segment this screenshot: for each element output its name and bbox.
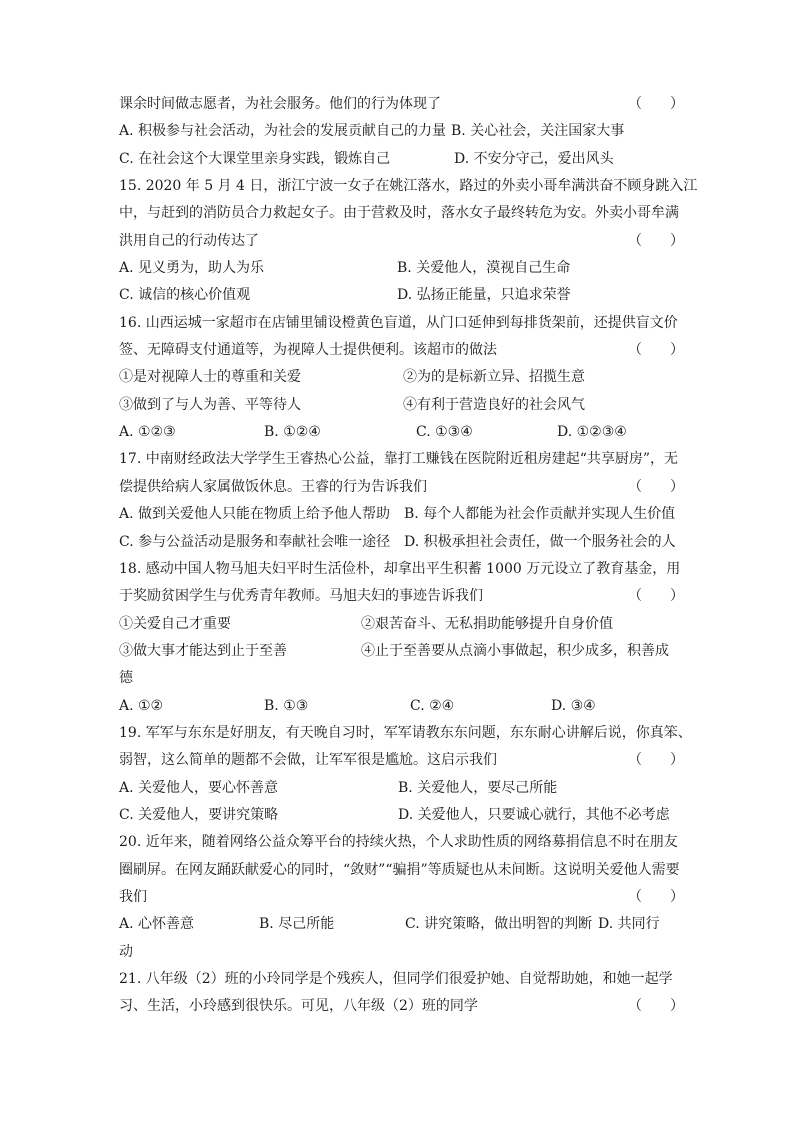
option-text: C. ①③④ bbox=[416, 424, 473, 441]
option-text: B. 尽己所能 bbox=[259, 916, 335, 933]
answer-bracket: （ ） bbox=[628, 232, 684, 249]
line-text: 洪用自己的行动传达了 bbox=[119, 232, 259, 249]
line-text: 中，与赶到的消防员合力救起女子。由于营救及时，落水女子最终转危为安。外卖小哥牟满 bbox=[119, 205, 679, 222]
line-text: 课余时间做志愿者，为社会服务。他们的行为体现了 bbox=[119, 96, 441, 112]
line-text: C. 关爱他人，要讲究策略 bbox=[119, 806, 279, 823]
exam-page bbox=[119, 91, 698, 1021]
answer-bracket: （ ） bbox=[628, 752, 684, 769]
line-text: A. 关爱他人，要心怀善意 bbox=[119, 779, 279, 796]
line-text: 于奖励贫困学生与优秀青年教师。马旭夫妇的事迹告诉我们 bbox=[119, 588, 483, 605]
line-text: ①关爱自己才重要 bbox=[119, 615, 231, 632]
line-text: 15. 2020 年 5 月 4 日，浙江宁波一女子在姚江落水，路过的外卖小哥牟满洪奋不顾身跳入江 bbox=[119, 178, 698, 195]
text-line bbox=[119, 693, 675, 720]
text-line bbox=[119, 638, 675, 665]
answer-bracket: （ ） bbox=[628, 96, 684, 112]
line-text: 偿提供给病人家属做饭休息。王睿的行为告诉我们 bbox=[119, 478, 427, 495]
line-text: C. 诚信的核心价值观 bbox=[119, 287, 251, 304]
line-text: ③做大事才能达到止于至善 bbox=[119, 642, 287, 659]
line-text: 17. 中南财经政法大学学生王睿热心公益，靠打工赚钱在医院附近租房建起“共享厨房”，无 bbox=[119, 451, 679, 468]
option-text: ②艰苦奋斗、无私捐助能够提升自身价值 bbox=[361, 615, 613, 632]
text-line bbox=[119, 556, 681, 583]
text-line bbox=[119, 747, 684, 774]
text-line bbox=[119, 392, 675, 419]
option-text: B. 关爱他人，漠视自己生命 bbox=[397, 260, 571, 277]
line-text: 圈刷屏。在网友踊跃献爱心的同时，“敛财”“骗捐”等质疑也从未间断。这说明关爱他人需要 bbox=[119, 861, 680, 878]
text-line bbox=[119, 200, 679, 227]
line-text: 签、无障碍支付通道等，为视障人士提供便利。该超市的做法 bbox=[119, 342, 497, 359]
text-line bbox=[119, 939, 675, 966]
option-text: D. ①②③④ bbox=[557, 424, 627, 441]
text-line bbox=[119, 884, 684, 911]
option-text: D. 共同行 bbox=[598, 916, 660, 933]
text-line bbox=[119, 966, 675, 993]
text-line bbox=[119, 583, 684, 610]
line-text: 动 bbox=[119, 943, 133, 960]
option-text: B. 关爱他人，要尽己所能 bbox=[398, 779, 558, 796]
text-line bbox=[119, 529, 675, 556]
text-line bbox=[119, 419, 675, 446]
text-line bbox=[119, 364, 675, 391]
option-text: D. 积极承担社会责任，做一个服务社会的人 bbox=[404, 533, 676, 550]
option-text: B. ①③ bbox=[264, 697, 309, 714]
text-line bbox=[119, 720, 692, 747]
line-text: A. 积极参与社会活动，为社会的发展贡献自己的力量 bbox=[119, 123, 447, 140]
line-text: A. ①②③ bbox=[119, 424, 176, 441]
line-text: 弱智，这么简单的题都不会做，让军军很是尴尬。这启示我们 bbox=[119, 752, 497, 769]
text-line bbox=[119, 802, 675, 829]
text-line bbox=[119, 857, 680, 884]
text-line bbox=[119, 911, 675, 938]
option-text: ④止于至善要从点滴小事做起，积少成多，积善成 bbox=[361, 642, 669, 659]
line-text: ③做到了与人为善、平等待人 bbox=[119, 396, 301, 413]
answer-bracket: （ ） bbox=[628, 342, 684, 359]
line-text: 18. 感动中国人物马旭夫妇平时生活俭朴，却拿出平生积蓄 1000 万元设立了教育基金，用 bbox=[119, 560, 681, 577]
line-text: 习、生活，小玲感到很快乐。可见，八年级（2）班的同学 bbox=[119, 998, 478, 1015]
line-text: A. 心怀善意 bbox=[119, 916, 195, 933]
text-line bbox=[119, 310, 678, 337]
option-text: B. 每个人都能为社会作贡献并实现人生价值 bbox=[404, 506, 676, 523]
text-line bbox=[119, 255, 675, 282]
text-line bbox=[119, 611, 675, 638]
text-line bbox=[119, 446, 679, 473]
line-text: ①是对视障人士的尊重和关爱 bbox=[119, 369, 301, 386]
text-line bbox=[119, 775, 675, 802]
line-text: 德 bbox=[119, 670, 133, 687]
line-text: A. 做到关爱他人只能在物质上给予他人帮助 bbox=[119, 506, 391, 523]
option-text: C. ②④ bbox=[410, 697, 455, 714]
line-text: A. 见义勇为，助人为乐 bbox=[119, 260, 265, 277]
option-text: D. 弘扬正能量，只追求荣誉 bbox=[397, 287, 571, 304]
answer-bracket: （ ） bbox=[628, 588, 684, 605]
answer-bracket: （ ） bbox=[628, 998, 684, 1015]
text-line bbox=[119, 501, 675, 528]
option-text: B. ①②④ bbox=[264, 424, 321, 441]
answer-bracket: （ ） bbox=[628, 888, 684, 905]
text-line bbox=[119, 173, 698, 200]
option-text: D. 关爱他人，只要诚心就行，其他不必考虑 bbox=[398, 806, 670, 823]
text-line bbox=[119, 474, 684, 501]
line-text: A. ①② bbox=[119, 697, 164, 714]
line-text: C. 参与公益活动是服务和奉献社会唯一途径 bbox=[119, 533, 391, 550]
option-text: ②为的是标新立异、招揽生意 bbox=[403, 369, 585, 386]
line-text: 21. 八年级（2）班的小玲同学是个残疾人，但同学们很爱护她、自觉帮助她，和她一起学 bbox=[119, 971, 673, 987]
option-text: B. 关心社会，关注国家大事 bbox=[451, 123, 625, 140]
text-line bbox=[119, 91, 684, 118]
text-line bbox=[119, 146, 675, 173]
option-text: C. 讲究策略，做出明智的判断 bbox=[405, 916, 593, 933]
text-line bbox=[119, 228, 684, 255]
line-text: 16. 山西运城一家超市在店铺里铺设橙黄色盲道，从门口延伸到每排货架前，还提供盲文价 bbox=[119, 314, 678, 331]
text-line bbox=[119, 118, 675, 145]
text-line bbox=[119, 282, 675, 309]
option-text: D. 不安分守己，爱出风头 bbox=[454, 150, 614, 167]
line-text: 我们 bbox=[119, 888, 147, 905]
option-text: ④有利于营造良好的社会风气 bbox=[403, 396, 585, 413]
line-text: 19. 军军与东东是好朋友，有天晚自习时，军军请教东东问题，东东耐心讲解后说，你真笨、 bbox=[119, 724, 692, 741]
option-text: D. ③④ bbox=[551, 697, 596, 714]
line-text: 20. 近年来，随着网络公益众筹平台的持续火热，个人求助性质的网络募捐信息不时在朋友 bbox=[119, 834, 678, 851]
text-line bbox=[119, 829, 678, 856]
text-line bbox=[119, 665, 675, 692]
text-line bbox=[119, 337, 684, 364]
answer-bracket: （ ） bbox=[628, 478, 684, 495]
line-text: C. 在社会这个大课堂里亲身实践，锻炼自己 bbox=[119, 150, 391, 167]
text-line bbox=[119, 993, 684, 1020]
